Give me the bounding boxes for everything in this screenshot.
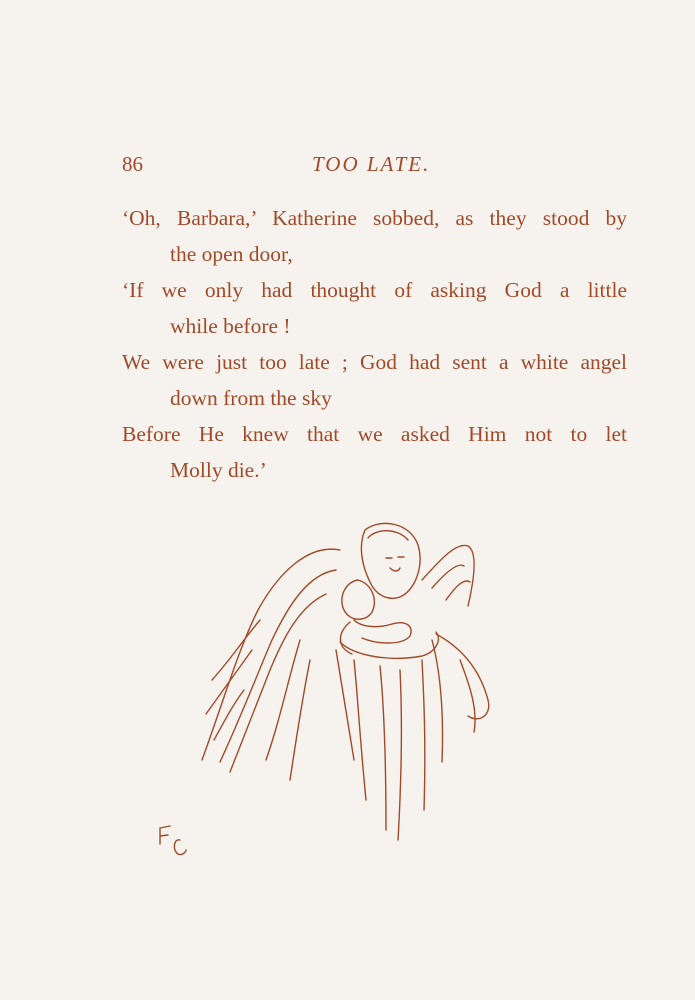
- poem-line: Molly die.’: [170, 458, 267, 482]
- poem-line: while before !: [170, 314, 291, 338]
- page-header: [122, 152, 622, 186]
- poem-line: Before He knew that we asked Him not to let: [122, 422, 627, 446]
- poem-text: [122, 200, 627, 488]
- poem-line: ‘Oh, Barbara,’ Katherine sobbed, as they stood by: [122, 206, 627, 230]
- poem-line: down from the sky: [170, 386, 332, 410]
- poem-line: the open door,: [170, 242, 293, 266]
- poem-line: We were just too late ; God had sent a white angel: [122, 350, 627, 374]
- page-number: 86: [122, 152, 143, 176]
- angel-illustration: [140, 510, 560, 890]
- running-title: TOO LATE.: [312, 152, 431, 176]
- poem-line: ‘If we only had thought of asking God a little: [122, 278, 627, 302]
